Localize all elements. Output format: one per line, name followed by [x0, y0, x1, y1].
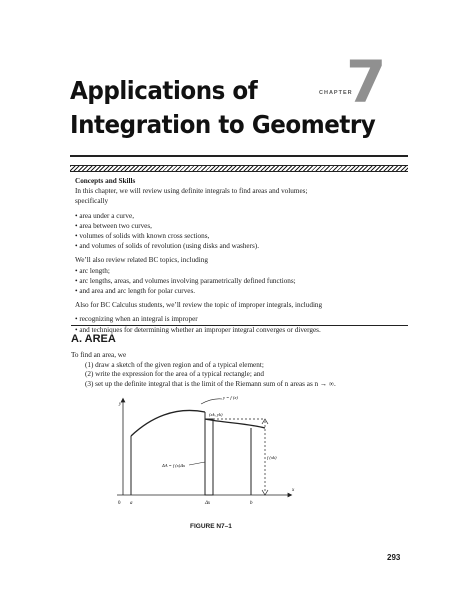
delta-area-label: ΔA = f (x)Δx	[162, 463, 186, 468]
origin-label: 0	[118, 501, 121, 506]
curve-left	[131, 410, 205, 436]
concepts-intro: In this chapter, we will review using definite integrals to find areas and volumes;	[75, 187, 308, 196]
step-item: (2) write the expression for the area of a typical rectangle; and	[85, 370, 265, 379]
tick-b-label: b	[250, 501, 253, 506]
chapter-title-line-2: Integration to Geometry	[70, 110, 376, 139]
list-item: • arc length;	[75, 266, 405, 276]
bc-topics-intro: We’ll also review related BC topics, including	[75, 256, 208, 265]
step-item: (3) set up the definite integral that is the limit of the Riemann sum of n areas as n → ∞.	[85, 379, 336, 388]
concepts-heading: Concepts and Skills	[75, 177, 136, 185]
tick-a-label: a	[130, 501, 133, 506]
list-item: • area between two curves,	[75, 221, 405, 231]
step-item: (1) draw a sketch of the given region and of a typical element;	[85, 360, 264, 369]
typical-rectangle	[205, 419, 213, 495]
point-label: (xk, yk)	[209, 412, 223, 417]
curve-label: y = f (x)	[223, 395, 238, 400]
improper-integrals-intro: Also for BC Calculus students, we’ll review the topic of improper integrals, including	[75, 301, 323, 310]
page-number: 293	[387, 553, 401, 562]
chapter-label: CHAPTER	[319, 90, 353, 96]
section-intro: To find an area, we	[71, 351, 127, 359]
list-item: • and techniques for determining whether an improper integral converges or diverges.	[75, 325, 405, 335]
concepts-intro-cont: specifically	[75, 197, 109, 206]
list-item: • and area and arc length for polar curves.	[75, 286, 405, 296]
chapter-number: 7	[346, 48, 387, 116]
y-axis-label: y	[119, 402, 122, 407]
tick-dx-label: Δx	[205, 501, 211, 506]
list-item: • arc lengths, areas, and volumes involving parametrically defined functions;	[75, 276, 405, 286]
list-item: • recognizing when an integral is improper	[75, 314, 405, 324]
curve-right	[205, 419, 265, 428]
chapter-title-line-1: Applications of	[70, 76, 258, 105]
list-item: • area under a curve,	[75, 211, 405, 221]
x-axis-label: x	[292, 488, 295, 493]
list-item: • and volumes of solids of revolution (using disks and washers).	[75, 241, 405, 251]
fxk-label: f (xk)	[267, 455, 277, 460]
section-heading: A. AREA	[71, 333, 116, 345]
figure-caption: FIGURE N7–1	[190, 523, 232, 530]
list-item: • volumes of solids with known cross sections,	[75, 231, 405, 241]
